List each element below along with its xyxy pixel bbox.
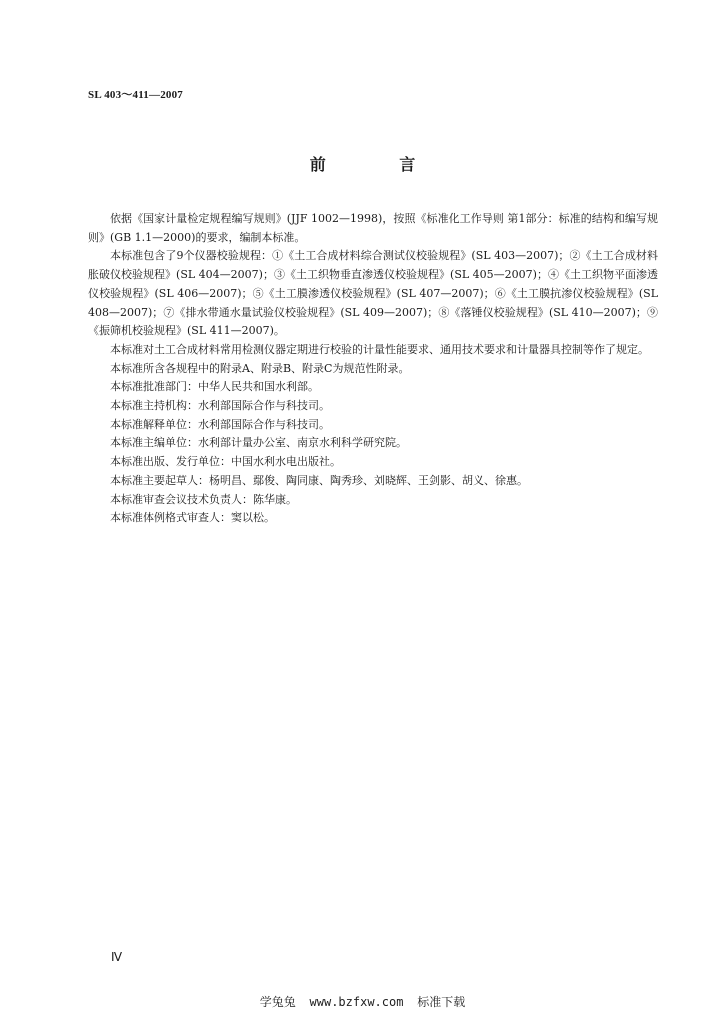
standard-code: SL 403～411—2007: [88, 89, 183, 101]
paragraph-format-reviewer: 本标准体例格式审查人：窦以松。: [110, 511, 275, 525]
paragraph-host: 本标准主持机构：水利部国际合作与科技司。: [110, 399, 330, 413]
watermark-tagline: 标准下载: [417, 995, 466, 1009]
paragraph-drafters: 本标准主要起草人：杨明昌、鄢俊、陶同康、陶秀珍、刘晓辉、王剑影、胡义、徐惠。: [110, 473, 528, 487]
watermark-footer: [0, 993, 725, 1010]
paragraph-scope: 本标准对土工合成材料常用检测仪器定期进行校验的计量性能要求、通用技术要求和计量器具控制等作了规定。: [110, 342, 649, 356]
paragraph-chief-editor: 本标准主编单位：水利部计量办公室、南京水利科学研究院。: [110, 436, 407, 450]
paragraph-basis: 依据《国家计量检定规程编写规则》(JJF 1002—1998)，按照《标准化工作导则 第1部分：标准的结构和编写规则》(GB 1.1—2000)的要求，编制本标准。: [88, 212, 658, 244]
paragraph-publisher: 本标准出版、发行单位：中国水利水电出版社。: [110, 455, 341, 469]
paragraph-interpretation: 本标准解释单位：水利部国际合作与科技司。: [110, 417, 330, 431]
watermark-brand: 学兔兔: [259, 995, 296, 1009]
paragraph-contents: 本标准包含了9个仪器校验规程：①《土工合成材料综合测试仪校验规程》(SL 403—2007)；②《土工合成材料胀破仪校验规程》(SL 404—2007)；③《土工织物垂直渗透仪校验规程》(SL 405—2007)；④《土工织物平面渗透仪校验规程》(SL 406—2007)；⑤《土工膜渗透仪校验规程》(SL 407—2007)；⑥《土工膜抗渗仪校验规程》(SL 408—2007)；⑦《排水带通水量试验仪校验规程》(SL 409—2007)；⑧《落锤仪校验规程》(SL 410—2007)；⑨《振筛机校验规程》(SL 411—2007)。: [88, 249, 658, 338]
paragraph-review-lead: 本标准审查会议技术负责人：陈华康。: [110, 492, 297, 506]
page-number: Ⅳ: [111, 950, 123, 964]
paragraph-approval: 本标准批准部门：中华人民共和国水利部。: [110, 380, 319, 394]
foreword-body: [88, 210, 658, 528]
watermark-site: www.bzfxw.com: [309, 995, 404, 1009]
page-title: 前 言: [309, 155, 450, 174]
paragraph-appendix: 本标准所含各规程中的附录A、附录B、附录C为规范性附录。: [110, 361, 410, 375]
